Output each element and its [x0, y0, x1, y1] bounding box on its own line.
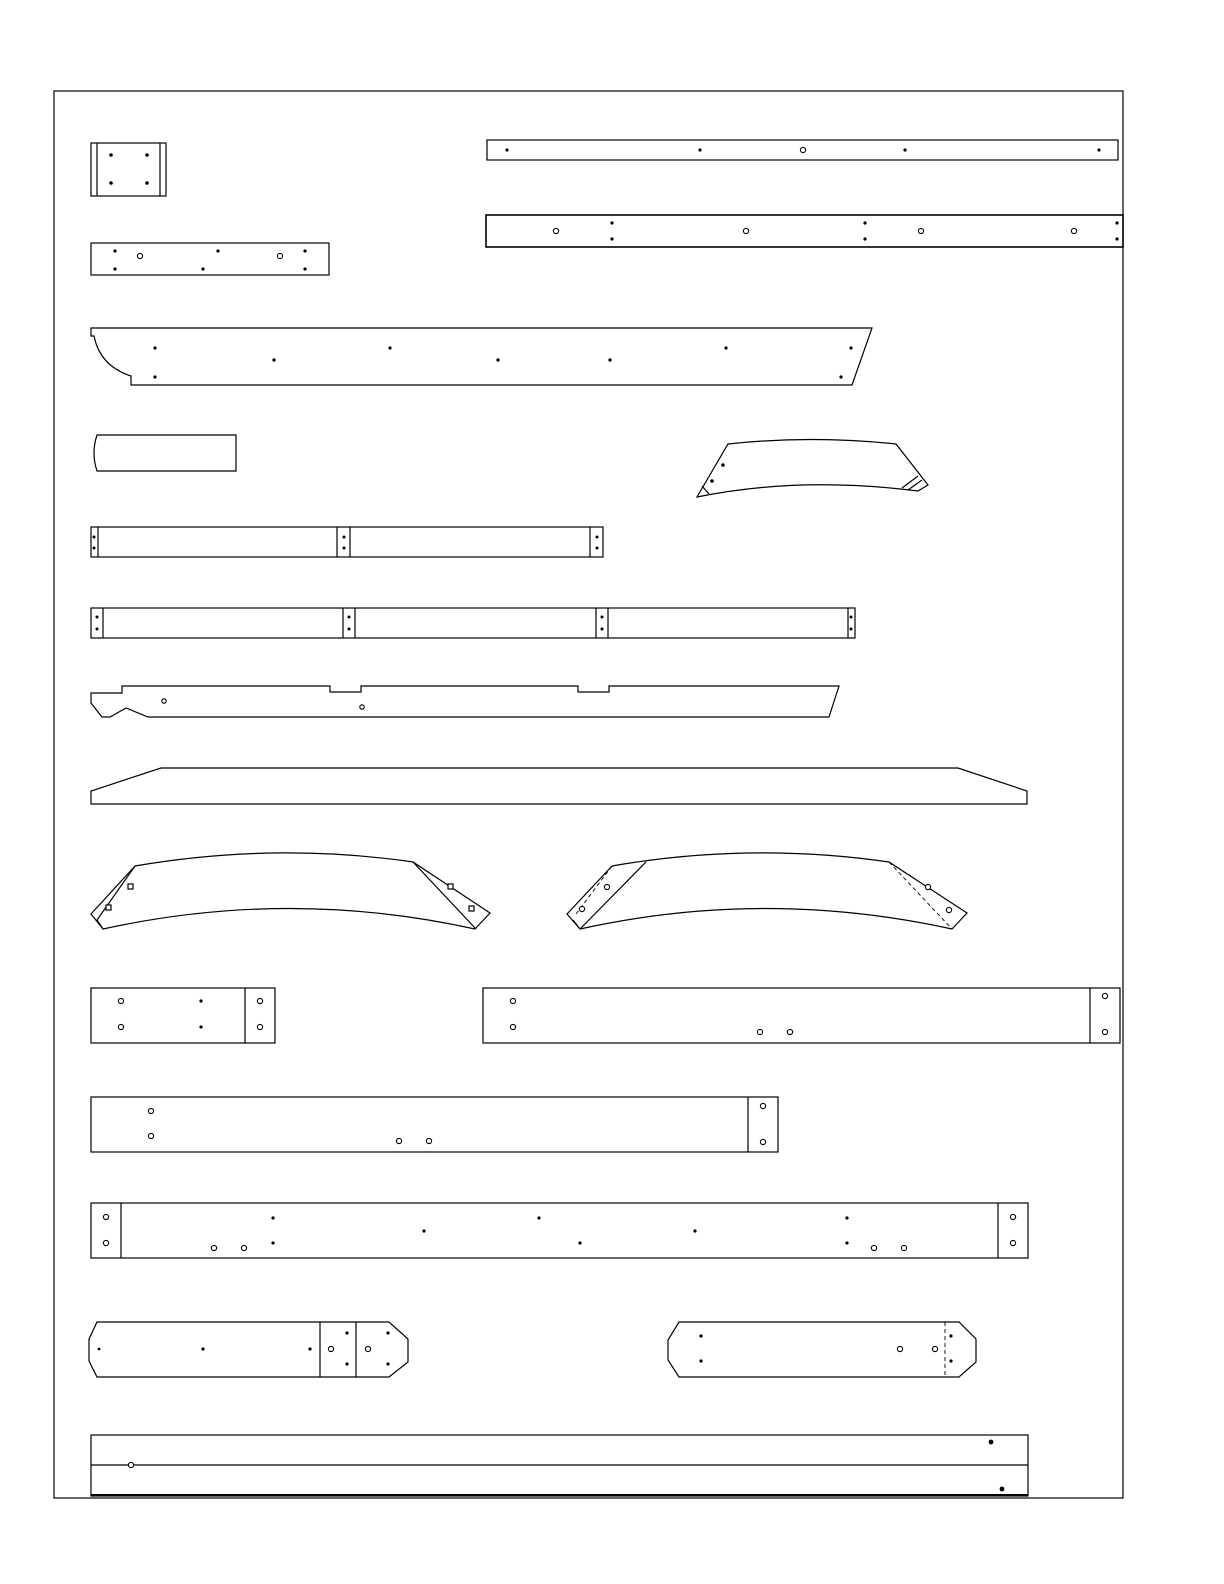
part-short-board-with-end-block	[91, 988, 275, 1043]
part-pointed-board-right	[668, 1322, 976, 1377]
part-short-board-top-left	[91, 243, 329, 275]
part-long-rail-with-holes	[486, 215, 1123, 247]
part-pointed-board-left	[89, 1322, 408, 1377]
part-long-tapered-plank	[91, 768, 1027, 804]
part-medium-board-with-end-block	[91, 1097, 778, 1152]
part-small-rounded-block	[94, 435, 236, 471]
part-curved-rib-right	[567, 853, 967, 929]
part-shaped-beam-notched-end	[91, 328, 872, 385]
part-long-board-double-end-blocks	[91, 1203, 1028, 1258]
part-long-board-with-end-block-right	[483, 988, 1120, 1043]
part-three-section-rail	[91, 608, 855, 638]
part-two-section-rail	[91, 527, 603, 557]
part-small-curved-rib	[697, 440, 928, 498]
part-curved-rib-left	[91, 853, 490, 929]
part-small-end-block	[91, 143, 166, 196]
part-long-bottom-board	[91, 1435, 1028, 1496]
part-notched-beam	[91, 686, 839, 717]
part-long-thin-rail-top	[487, 140, 1118, 160]
